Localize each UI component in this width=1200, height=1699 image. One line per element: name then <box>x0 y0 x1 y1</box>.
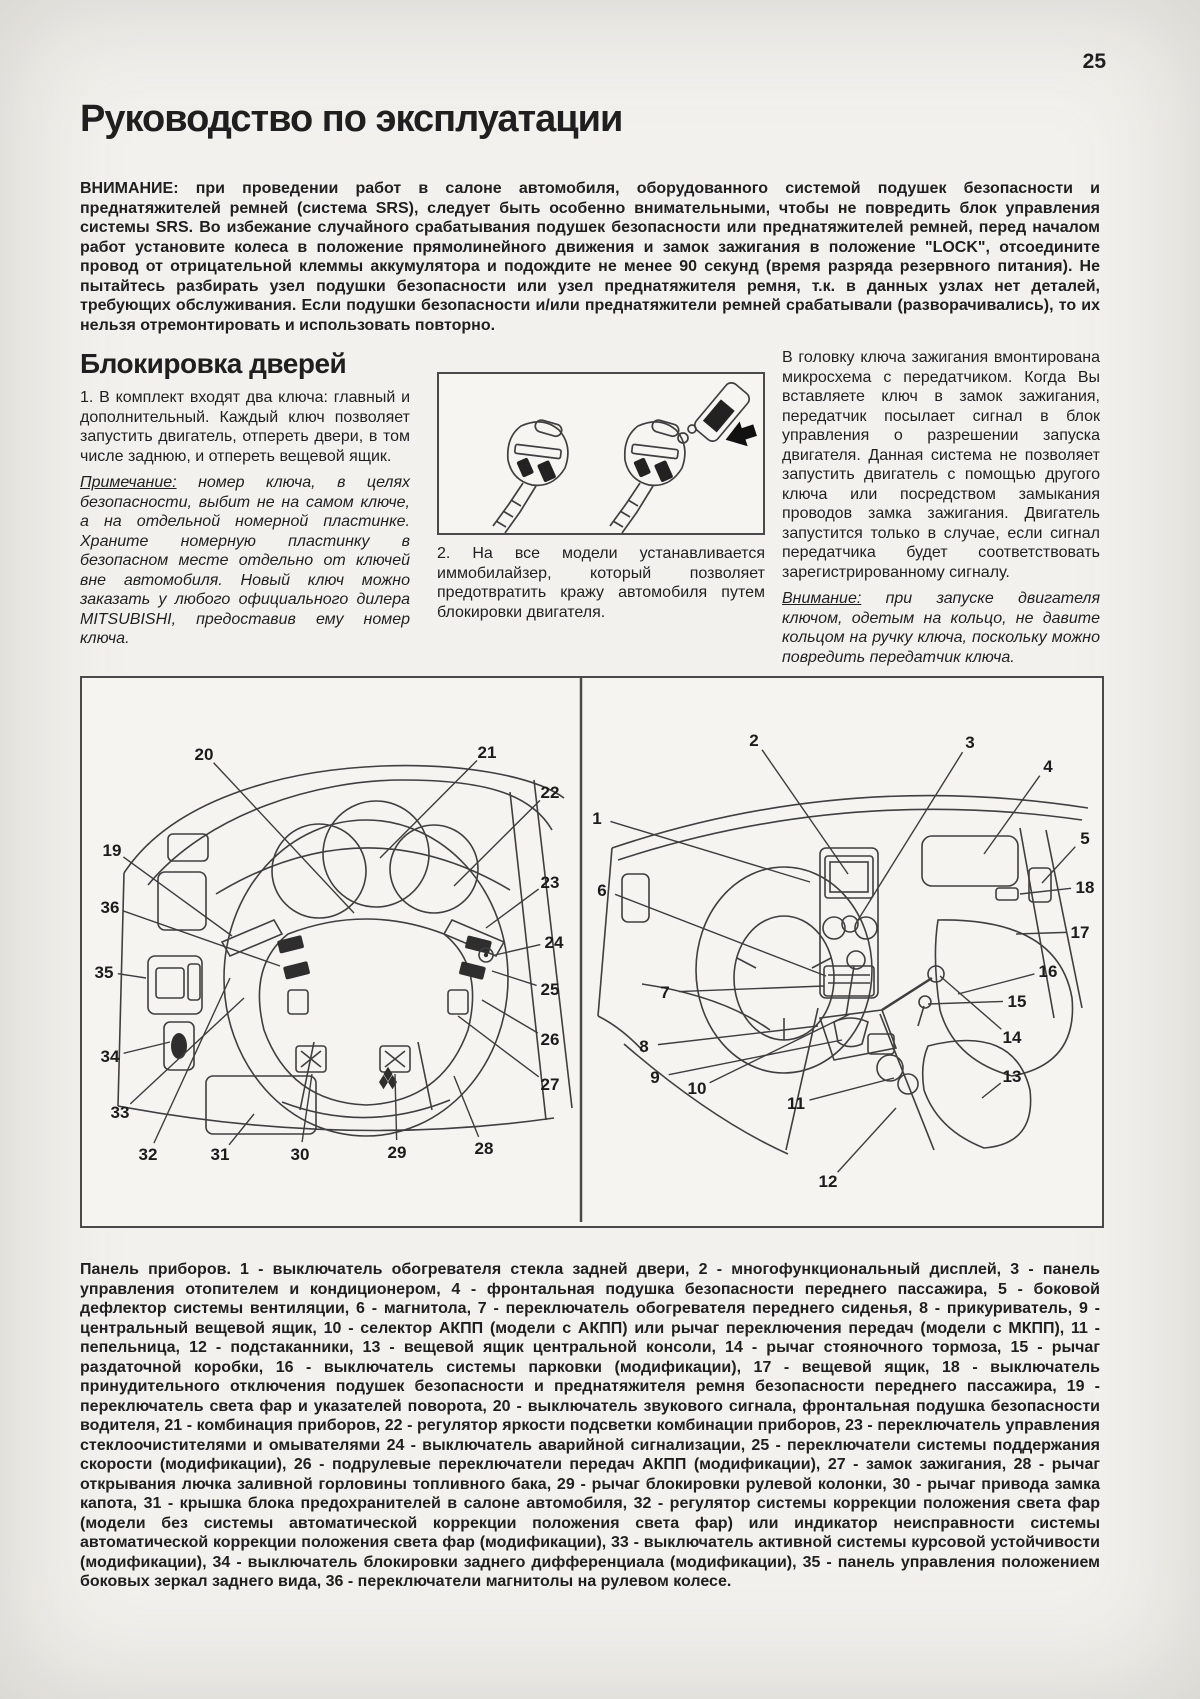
callout-line-17 <box>1016 932 1066 934</box>
callout-line-13 <box>982 1083 1001 1098</box>
arrow-icon <box>722 418 760 452</box>
immobilizer-paragraph: 2. На все модели устанавливается иммобилайзер, который позволяет предотвратить кражу автомобиля путем блокировки двигателя. <box>437 545 765 621</box>
instrument-panel-diagram <box>80 676 1104 1228</box>
callout-number-11: 11 <box>787 1094 805 1113</box>
mitsubishi-logo-icon <box>379 1067 397 1090</box>
keys-illustration <box>439 374 763 533</box>
callout-number-33: 33 <box>110 1103 130 1122</box>
callout-number-14: 14 <box>1002 1028 1022 1047</box>
callout-line-20 <box>214 763 354 913</box>
callout-number-27: 27 <box>540 1075 560 1094</box>
callout-line-30 <box>302 1074 312 1142</box>
callout-line-6 <box>615 894 826 976</box>
callout-line-27 <box>458 1016 539 1077</box>
key-ring-note <box>782 589 1100 667</box>
callout-number-26: 26 <box>540 1030 560 1049</box>
note-label: Примечание: <box>80 474 177 491</box>
callout-line-36 <box>123 911 280 966</box>
callout-number-35: 35 <box>94 963 114 982</box>
callout-line-1 <box>610 821 810 882</box>
callout-number-30: 30 <box>290 1145 310 1164</box>
callout-number-16: 16 <box>1038 962 1058 981</box>
callout-line-19 <box>123 857 232 936</box>
callout-line-12 <box>838 1108 896 1172</box>
callout-line-22 <box>454 800 540 886</box>
page-number: 25 <box>1082 50 1106 73</box>
note-text: при запуске двигателя ключом, одетым на кольцо, не давите кольцом на ручку ключа, поскольку можно повредить передатчик ключа. <box>782 590 1100 666</box>
callout-line-9 <box>669 1040 842 1075</box>
callout-number-20: 20 <box>194 745 214 764</box>
note-label: Внимание: <box>782 590 862 607</box>
callout-number-23: 23 <box>540 873 560 892</box>
callout-number-2: 2 <box>749 731 759 750</box>
transponder-paragraph: В головку ключа зажигания вмонтирована микросхема с передатчиком. Когда Вы вставляете ключ в замок зажигания, передатчик посылает сигнал в блок управления о разрешении запуска двигателя. Данная система не позволяет запустить двигатель с помощью другого ключа или посредством замыкания проводов замка зажигания. Двигатель запустится только в случае, если сигнал передатчика будет соответствовать зарегистрированному сигналу. <box>782 349 1100 581</box>
diagram-caption: Панель приборов. 1 - выключатель обогревателя стекла задней двери, 2 - многофункциональный дисплей, 3 - панель управления отопителем и кондиционером, 4 - фронтальная подушка безопасности переднего пассажира, 5 - боковой дефлектор системы вентиляции, 6 - магнитола, 7 - переключатель обогревателя переднего сиденья, 8 - прикуриватель, 9 - центральный вещевой ящик, 10 - селектор АКПП (модели с АКПП) или рычаг переключения передач (модели с МКПП), 11 - пепельница, 12 - подстаканники, 13 - вещевой ящик центральной консоли, 14 - рычаг стояночного тормоза, 15 - рычаг раздаточной коробки, 16 - выключатель системы парковки (модификации), 17 - вещевой ящик, 18 - выключатель принудительного отключения подушек безопасности и преднатяжителя ремня безопасности переднего пассажира, 19 - переключатель света фар и указателей поворота, 20 - выключатель звукового сигнала, фронтальная подушка безопасности водителя, 21 - комбинация приборов, 22 - регулятор яркости подсветки комбинации приборов, 23 - переключатель управления стеклоочистителями и омывателями 24 - выключатель аварийной сигнализации, 25 - переключатели системы поддержания скорости (модификации), 26 - подрулевые переключатели передач АКПП (модификации), 27 - замок зажигания, 28 - рычаг открывания лючка заливной горловины топливного бака, 29 - рычаг блокировки рулевой колонки, 30 - рычаг привода замка капота, 31 - крышка блока предохранителей в салоне автомобиля, 32 - регулятор системы коррекции положения света фар (модели без системы автоматической коррекции положения света фар) или индикатор неисправности системы автоматической коррекции положения света фар (модификации), 33 - выключатель активной системы курсовой устойчивости (модификации), 34 - выключатель блокировки заднего дифференциала (модификации), 35 - панель управления положением боковых зеркал заднего вида, 36 - переключатели магнитолы на рулевом колесе. <box>80 1261 1100 1590</box>
srs-warning-paragraph: ВНИМАНИЕ: при проведении работ в салоне автомобиля, оборудованного системой подушек безопасности и преднатяжителей ремней (система SRS), следует быть особенно внимательными, чтобы не повредить блок управления системы SRS. Во избежание случайного срабатывания подушек безопасности или преднатяжителей ремней, перед началом работ установите колеса в положение прямолинейного движения и замок зажигания в положение "LOCK", отсоедините провод от отрицательной клеммы аккумулятора и подождите не менее 90 секунд (время разряда резервного питания). Не пытайтесь разбирать узел подушки безопасности или узел преднатяжителя ремня, т.к. в данных узлах нет деталей, требующих обслуживания. Если подушки безопасности и/или преднатяжители ремней срабатывали (разворачивались), то их нельзя отремонтировать и использовать повторно. <box>80 180 1100 334</box>
callout-number-17: 17 <box>1070 923 1090 942</box>
callout-number-31: 31 <box>210 1145 230 1164</box>
callout-line-2 <box>762 750 848 874</box>
column-middle <box>437 348 765 667</box>
callout-line-4 <box>984 776 1040 854</box>
callout-line-31 <box>229 1114 254 1145</box>
note-text: номер ключа, в целях безопасности, выбит не на самом ключе, а на отдельной номерной пластинке. Храните номерную пластинку в безопасном месте отдельно от ключей вне автомобиля. Новый ключ можно заказать у любого официального дилера MITSUBISHI, предоставив ему номер ключа. <box>80 474 410 647</box>
left-diagram-art <box>118 766 572 1136</box>
callout-number-22: 22 <box>540 783 560 802</box>
section-heading: Блокировка дверей <box>80 348 347 379</box>
column-left <box>80 348 410 667</box>
right-diagram-art <box>598 796 1088 1154</box>
callout-line-5 <box>1042 847 1075 883</box>
callout-number-29: 29 <box>387 1143 407 1162</box>
callout-number-19: 19 <box>102 841 122 860</box>
door-locking-section <box>80 348 1100 667</box>
callout-number-4: 4 <box>1043 757 1053 776</box>
callout-number-5: 5 <box>1080 829 1090 848</box>
spare-key <box>610 419 685 533</box>
callout-line-7 <box>679 986 824 992</box>
callout-number-12: 12 <box>818 1172 838 1191</box>
callout-number-13: 13 <box>1002 1067 1022 1086</box>
callout-line-11 <box>810 1078 894 1100</box>
callout-number-36: 36 <box>100 898 120 917</box>
callout-number-7: 7 <box>660 983 670 1002</box>
callout-number-18: 18 <box>1075 878 1095 897</box>
callout-number-9: 9 <box>650 1068 660 1087</box>
callout-line-18 <box>1020 888 1071 894</box>
key-number-note <box>80 473 410 649</box>
callout-number-32: 32 <box>138 1145 158 1164</box>
main-key <box>493 419 568 533</box>
callout-number-8: 8 <box>639 1037 649 1056</box>
page-title: Руководство по эксплуатации <box>80 98 623 140</box>
callout-number-15: 15 <box>1007 992 1027 1011</box>
callout-line-16 <box>958 974 1034 994</box>
callout-number-10: 10 <box>687 1079 707 1098</box>
keys-figure <box>437 372 765 535</box>
callout-line-34 <box>124 1042 170 1053</box>
column-right <box>782 348 1100 667</box>
callout-line-26 <box>482 1000 538 1033</box>
callout-number-28: 28 <box>474 1139 494 1158</box>
keys-paragraph: 1. В комплект входят два ключа: главный и дополнительный. Каждый ключ позволяет запустить двигатель, отпереть двери, в том числе заднюю, и отпереть вещевой ящик. <box>80 389 410 465</box>
callout-number-1: 1 <box>592 809 602 828</box>
callout-number-34: 34 <box>100 1047 120 1066</box>
callout-number-21: 21 <box>477 743 497 762</box>
callout-number-25: 25 <box>540 980 560 999</box>
callout-number-24: 24 <box>544 933 564 952</box>
callout-number-6: 6 <box>597 881 607 900</box>
dashboard-diagrams <box>82 678 1098 1222</box>
callout-number-3: 3 <box>965 733 975 752</box>
